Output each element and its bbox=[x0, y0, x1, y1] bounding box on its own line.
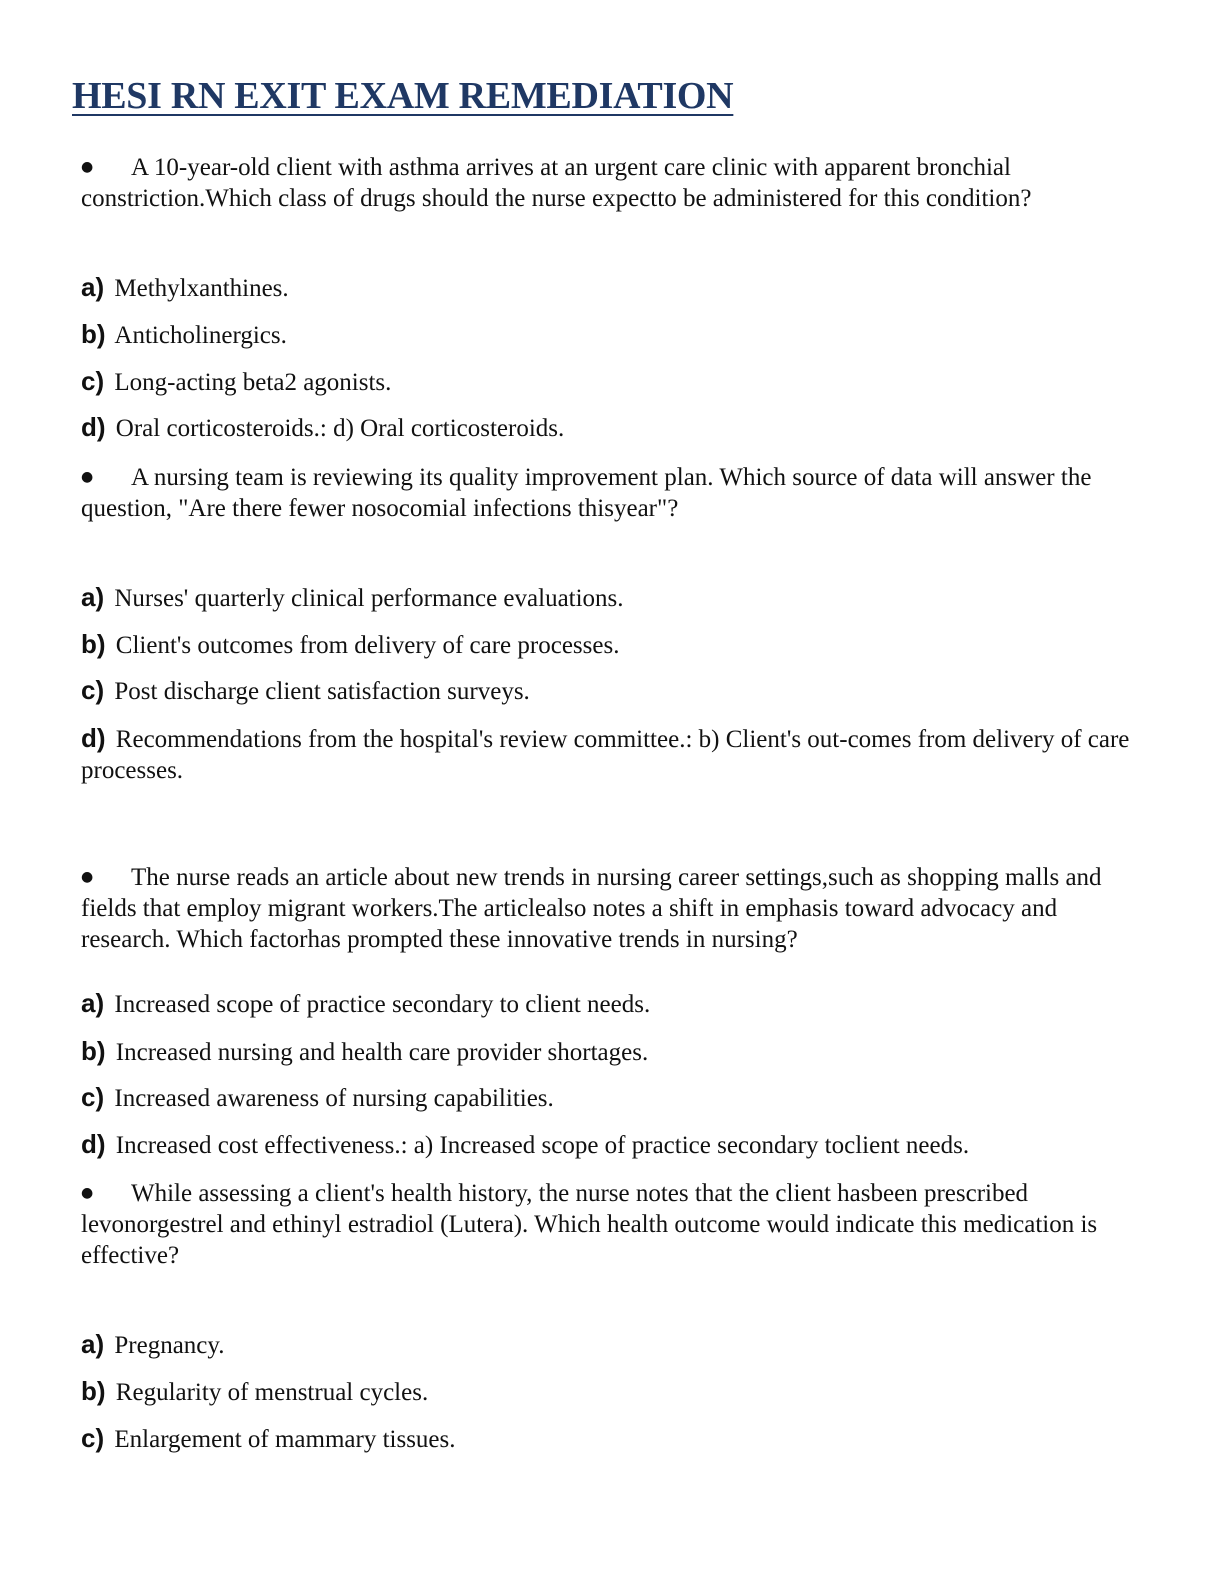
question-text: While assessing a client's health history, the nurse notes that the client hasbeen prescribed levonorgestrel and ethinyl estradiol (Lutera). Which health outcome would indicate this medication is effective? bbox=[81, 1180, 1098, 1269]
question-text: A nursing team is reviewing its quality improvement plan. Which source of data will answer the question, "Are there fewer nosocomial infections thisyear"? bbox=[81, 464, 1092, 522]
option-b bbox=[81, 319, 1151, 351]
option-text: Methylxanthines. bbox=[114, 275, 289, 302]
option-letter: a) bbox=[81, 272, 105, 302]
bullet-icon: ● bbox=[81, 159, 94, 175]
option-b bbox=[81, 1376, 1151, 1408]
option-a bbox=[81, 988, 1151, 1020]
option-a bbox=[81, 1329, 1151, 1361]
page-title: HESI RN EXIT EXAM REMEDIATION bbox=[72, 75, 734, 117]
option-text: Long-acting beta2 agonists. bbox=[114, 369, 392, 396]
question-4 bbox=[81, 1178, 1151, 1271]
option-text: Client's outcomes from delivery of care processes. bbox=[115, 632, 620, 659]
option-text: Increased scope of practice secondary to client needs. bbox=[114, 991, 651, 1018]
option-text: Increased cost effectiveness.: a) Increased scope of practice secondary toclient needs. bbox=[115, 1132, 970, 1159]
question-text: A 10-year-old client with asthma arrives at an urgent care clinic with apparent bronchial constriction.Which class of drugs should the nurse expectto be administered for this condition? bbox=[81, 154, 1032, 212]
question-1 bbox=[81, 152, 1151, 214]
option-text: Enlargement of mammary tissues. bbox=[114, 1426, 456, 1453]
option-text: Recommendations from the hospital's review committee.: b) Client's out-comes from delivery of care processes. bbox=[81, 726, 1130, 784]
option-letter: d) bbox=[81, 1129, 106, 1159]
option-letter: c) bbox=[81, 1423, 105, 1453]
question-text: The nurse reads an article about new trends in nursing career settings,such as shopping malls and fields that employ migrant workers.The articlealso notes a shift in emphasis toward advocacy and research. Which factorhas prompted these innovative trends in nursing? bbox=[81, 864, 1102, 953]
option-c bbox=[81, 1082, 1151, 1114]
option-text: Increased awareness of nursing capabilities. bbox=[114, 1085, 554, 1112]
option-letter: a) bbox=[81, 1329, 105, 1359]
option-text: Pregnancy. bbox=[114, 1332, 225, 1359]
bullet-icon: ● bbox=[81, 1185, 94, 1201]
option-letter: b) bbox=[81, 1376, 106, 1406]
option-b bbox=[81, 1036, 1151, 1068]
option-letter: b) bbox=[81, 1036, 106, 1066]
bullet-icon: ● bbox=[81, 869, 94, 885]
option-b bbox=[81, 629, 1151, 661]
option-text: Post discharge client satisfaction surveys. bbox=[114, 678, 530, 705]
option-a bbox=[81, 582, 1151, 614]
option-text: Increased nursing and health care provider shortages. bbox=[115, 1039, 649, 1066]
option-c bbox=[81, 366, 1151, 398]
option-letter: c) bbox=[81, 366, 105, 396]
option-letter: c) bbox=[81, 1082, 105, 1112]
option-text: Nurses' quarterly clinical performance evaluations. bbox=[114, 585, 624, 612]
option-letter: c) bbox=[81, 675, 105, 705]
option-d bbox=[81, 723, 1151, 786]
option-text: Oral corticosteroids.: d) Oral corticosteroids. bbox=[115, 415, 565, 442]
option-letter: b) bbox=[81, 319, 106, 349]
question-2 bbox=[81, 462, 1151, 524]
option-letter: d) bbox=[81, 723, 106, 753]
option-d bbox=[81, 412, 1151, 444]
option-c bbox=[81, 1423, 1151, 1455]
bullet-icon: ● bbox=[81, 469, 94, 485]
option-letter: b) bbox=[81, 629, 106, 659]
option-text: Anticholinergics. bbox=[114, 322, 287, 349]
option-letter: a) bbox=[81, 582, 105, 612]
option-a bbox=[81, 272, 1151, 304]
question-3 bbox=[81, 862, 1151, 955]
option-d bbox=[81, 1129, 1151, 1161]
option-letter: d) bbox=[81, 412, 106, 442]
option-c bbox=[81, 675, 1151, 707]
option-letter: a) bbox=[81, 988, 105, 1018]
option-text: Regularity of menstrual cycles. bbox=[115, 1379, 429, 1406]
